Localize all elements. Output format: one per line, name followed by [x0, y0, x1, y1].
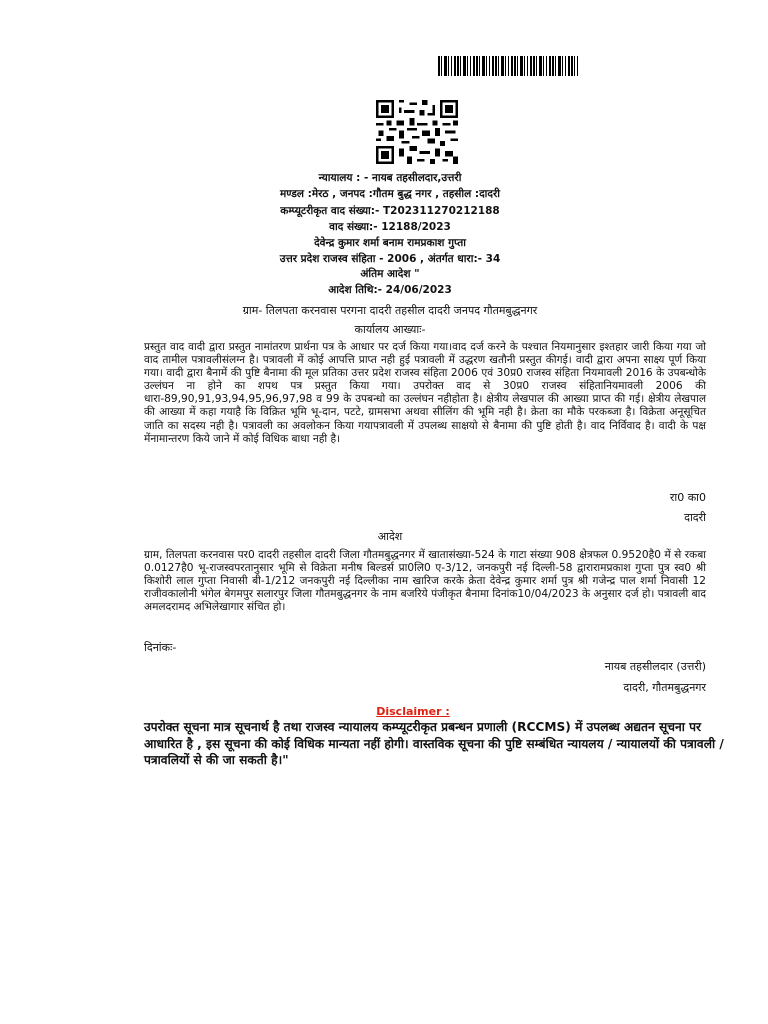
- tehsildar-designation: नायब तहसीलदार (उत्तरी): [604, 660, 706, 673]
- office-report-paragraph: प्रस्तुत वाद वादी द्वारा प्रस्तुत नामांतरण प्रार्थना पत्र के आधार पर दर्ज किया गया।वाद दर्ज करने के पश्चात नियमानुसार इश्तहार जारी किया गया जो वाद तामील पत्रावलीसंलग्न है। पत्रावली में कोई आपत्ति प्राप्त नही हुई पत्रावली में उद्धरण खतौनी प्रस्तुत कीगई। वादी द्वारा अपना साक्ष्य पूर्ण किया गया। वादी द्वारा बैनामें की पुष्टि बैनामा की मूल प्रतिका उत्तर प्रदेश राजस्व संहिता 2006 एवं 30प्र0 राजस्व संहिता नियमावली 2016 के उपबन्धोके उल्लंघन ना होने का शपथ पत्र प्रस्तुत किया गया। उपरोक्त वाद से 30प्र0 राजस्व संहितानियमावली 2006 की धारा-89,90,91,93,94,95,96,97,98 व 99 के उपबन्धो का उल्लंघन नहीहोता है। क्षेत्रीय लेखपाल की आख्या प्राप्त की गई। क्षेत्रीय लेखपाल की आख्या में कहा गयाहै कि विक्रित भूमि भू-दान, पटटे, ग्रामसभा अथवा सीलिंग की भूमि नही है। क्रेता का मौके परकब्जा है। विक्रेता अनूसूचित जाति का सदस्य नही है। पत्रावली का अवलोकन किया गयापत्रावली में उपलब्ध साक्षयो से बैनामा की पुष्टि होती है। वाद निर्विवाद है। वादी के पक्ष मेंनामान्तरण किये जाने में कोई विधिक बाधा नही है।: [144, 341, 706, 445]
- revenue-clerk-place: दादरी: [684, 511, 706, 524]
- barcode: [438, 56, 578, 76]
- act-section: उत्तर प्रदेश राजस्व संहिता - 2006 , अंतर्गत धारा:- 34: [279, 253, 501, 265]
- qr-code: [376, 100, 458, 164]
- court-name: न्यायालय : - नायब तहसीलदार,उत्तरी: [318, 172, 462, 184]
- village-line: ग्राम- तिलपता करनवास परगना दादरी तहसील दादरी जनपद गौतमबुद्धनगर: [242, 304, 538, 317]
- order-type: अंतिम आदेश ": [360, 268, 420, 280]
- tehsildar-place: दादरी, गौतमबुद्धनगर: [623, 681, 706, 694]
- disclaimer-text: उपरोक्त सूचना मात्र सूचनार्थ है तथा राजस्व न्यायालय कम्प्यूटरीकृत प्रबन्धन प्रणाली (RCCMS) में उपलब्ध अद्यतन सूचना पर आधारित है , इस सूचना की कोई विधिक मान्यता नहीं होगी। वास्तविक सूचना की पुष्टि सम्बंधित न्यायलय / न्यायालयों की पत्रावली / पत्रावलियों से की जा सकती है।": [144, 720, 724, 767]
- revenue-clerk-signature: रा0 का0: [669, 491, 706, 504]
- order-paragraph: ग्राम, तिलपता करनवास पर0 दादरी तहसील दादरी जिला गौतमबुद्धनगर में खातासंख्या-524 के गाटा संख्या 908 क्षेत्रफल 0.9520है0 में से रकबा 0.0127है0 भू-राजस्वपरतानुसार भूमि से विक्रेता मनीष बिल्डर्स प्रा0लि0 ए-3/12, जनकपुरी नई दिल्ली-58 द्वारारामप्रकाश गुप्ता पुत्र स्व0 श्री किशोरी लाल गुप्ता निवासी बी-1/212 जनकपुरी नई दिल्लीका नाम खारिज करके क्रेता देवेन्द्र कुमार शर्मा पुत्र श्री गजेन्द्र पाल शर्मा निवासी 12 राजीवकालोनी भंगेल बेगमपुर सलारपुर जिला गौतमबुद्धनगर के नाम बजरिये पंजीकृत बैनामा दिनांक10/04/2023 के अनुसार दर्ज हो। पत्रावली बाद अमलदरामद अभिलेखागार संचित हो।: [144, 549, 706, 614]
- disclaimer-title: Disclaimer :: [376, 705, 450, 718]
- order-date: आदेश तिथि:- 24/06/2023: [328, 284, 452, 296]
- division-line: मण्डल :मेरठ , जनपद :गौतम बुद्ध नगर , तहसील :दादरी: [279, 188, 500, 200]
- case-parties: देवेन्द्र कुमार शर्मा बनाम रामप्रकाश गुप्ता: [314, 237, 466, 249]
- date-label: दिनांकः-: [144, 641, 177, 654]
- order-title: आदेश: [377, 530, 403, 543]
- case-number: वाद संख्या:- 12188/2023: [329, 221, 451, 233]
- office-report-title: कार्यालय आख्याः-: [354, 323, 426, 336]
- computer-case-number: कम्प्यूटरीकृत वाद संख्या:- T202311270212188: [280, 205, 500, 217]
